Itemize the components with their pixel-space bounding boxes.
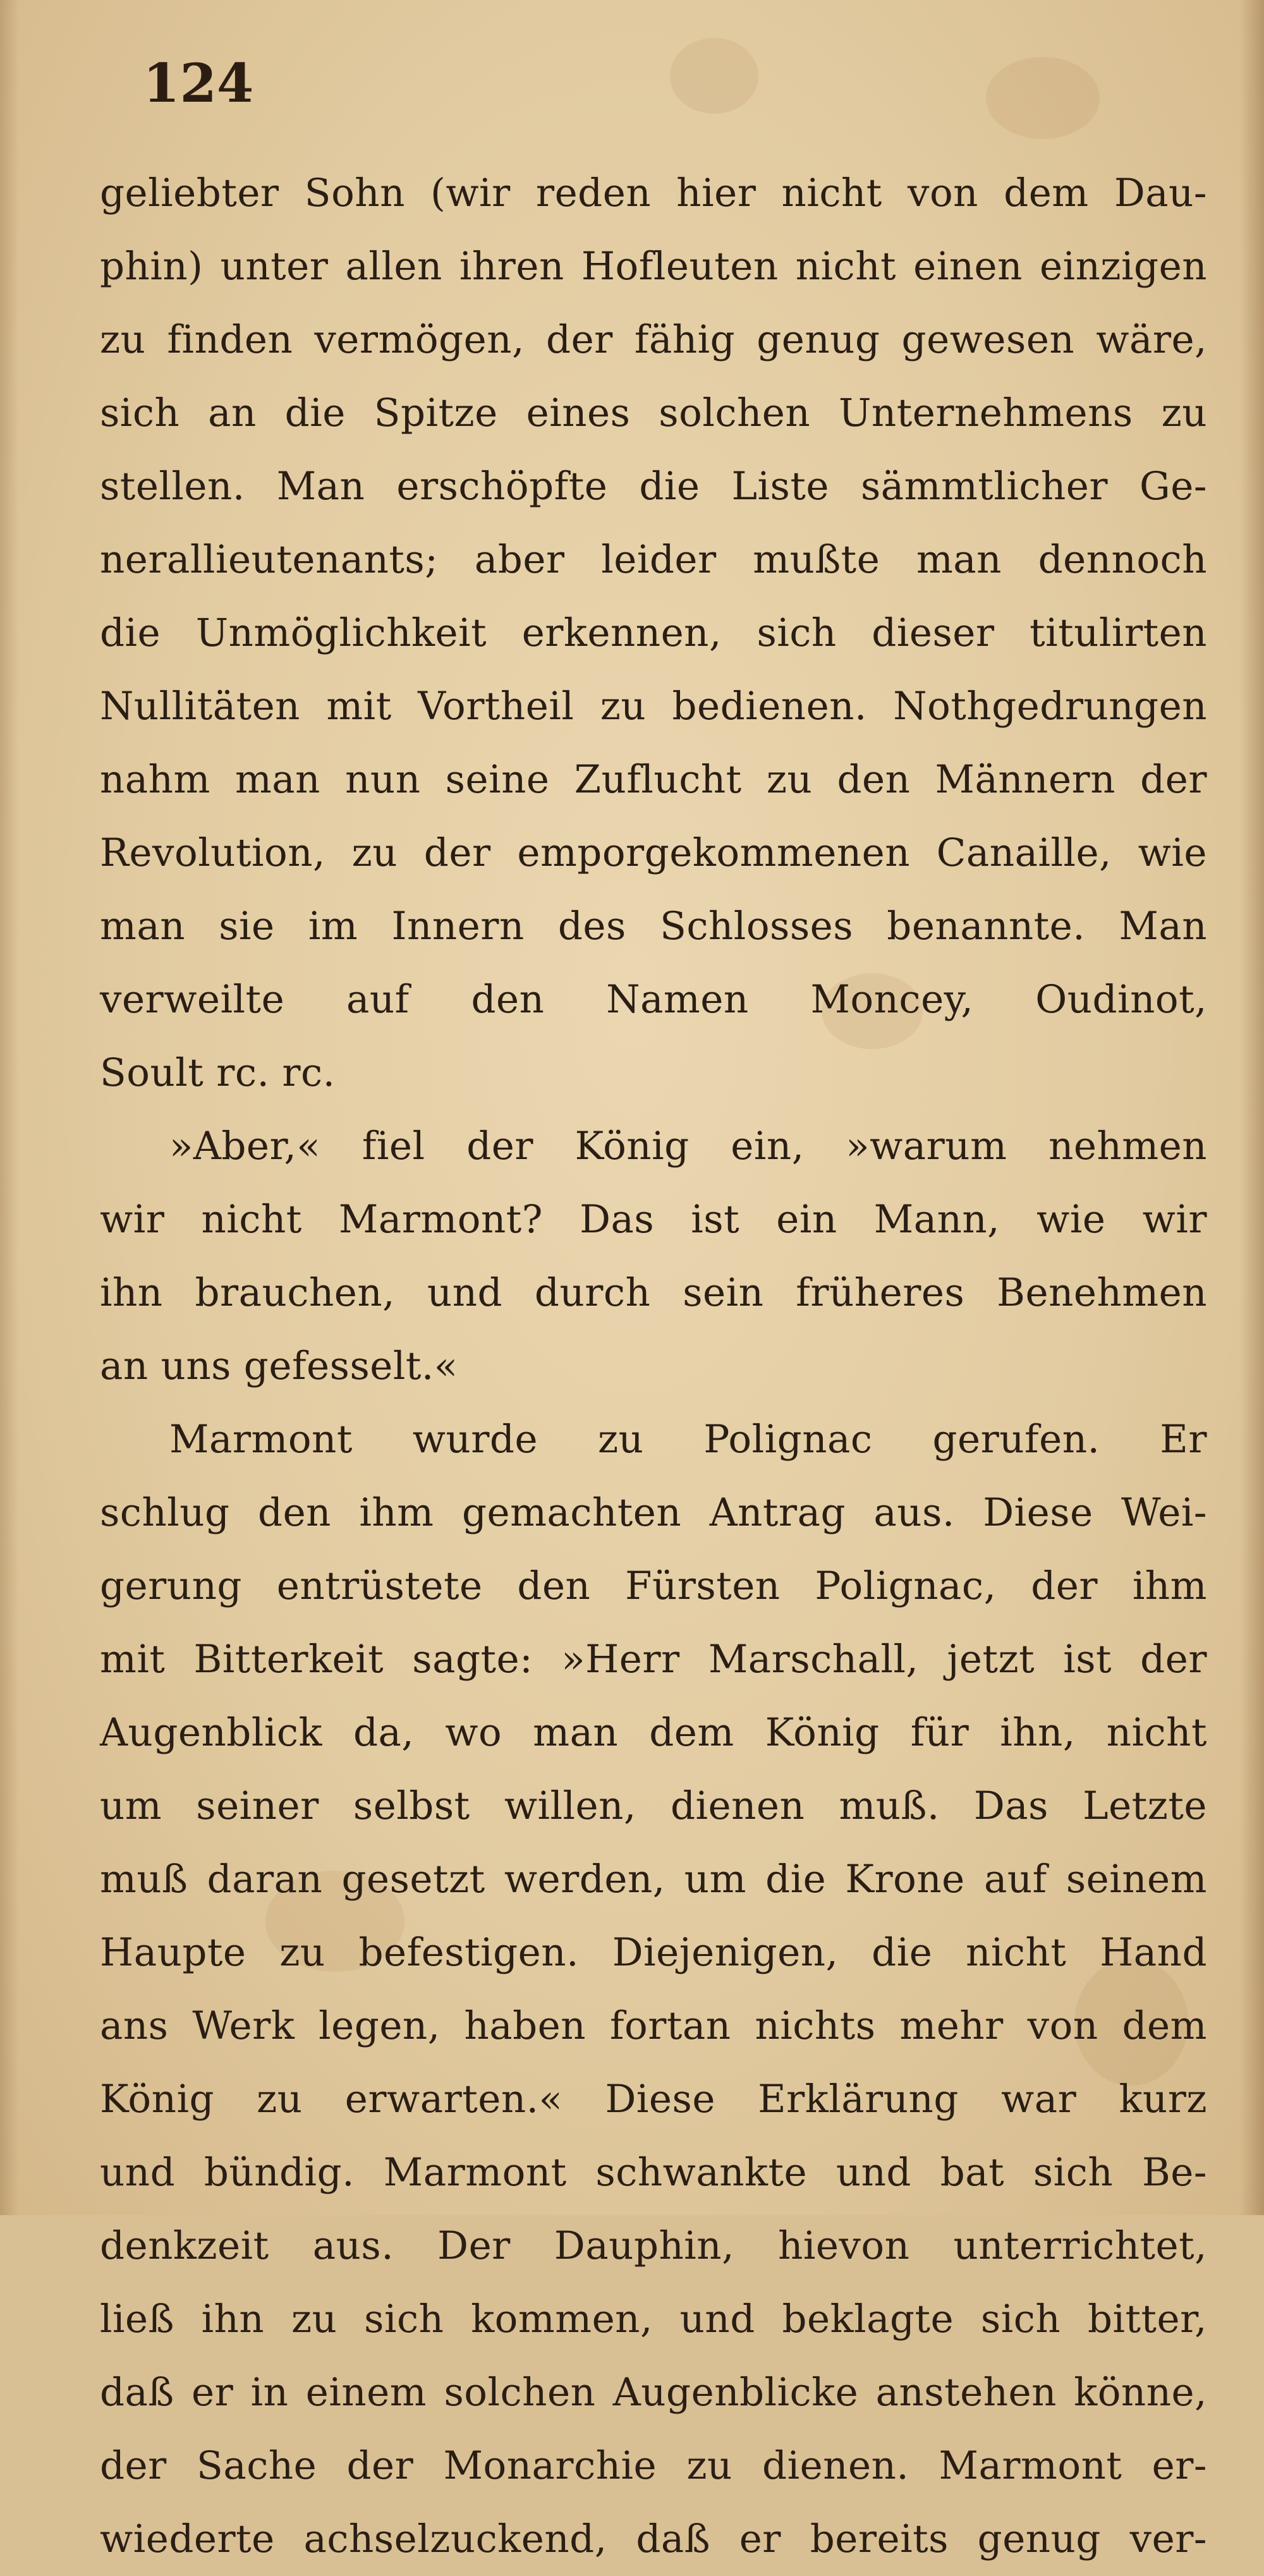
- text-line: muß daran gesetzt werden, um die Krone auf seinem: [100, 1857, 1207, 1902]
- text-line: Revolution, zu der emporgekommenen Canaille, wie: [100, 830, 1207, 875]
- page-left-shadow: [0, 0, 19, 2215]
- page-number: 124: [143, 52, 254, 114]
- text-line: man sie im Innern des Schlosses benannte. Man: [100, 904, 1207, 949]
- text-line: und bündig. Marmont schwankte und bat sich Be-: [100, 2150, 1207, 2195]
- text-line: die Unmöglichkeit erkennen, sich dieser titulirten: [100, 611, 1207, 655]
- text-line: an uns gefesselt.«: [100, 1344, 458, 1388]
- text-line: der Sache der Monarchie zu dienen. Marmont er-: [100, 2443, 1207, 2488]
- text-line: schlug den ihm gemachten Antrag aus. Diese Wei-: [100, 1490, 1207, 1535]
- body-text: [100, 157, 1207, 2576]
- text-line: sich an die Spitze eines solchen Unternehmens zu: [100, 391, 1207, 435]
- text-line: nahm man nun seine Zuflucht zu den Männern der: [100, 757, 1207, 802]
- paper-stain: [986, 57, 1100, 139]
- text-line: geliebter Sohn (wir reden hier nicht von dem Dau-: [100, 171, 1207, 216]
- text-line: Nullitäten mit Vortheil zu bedienen. Nothgedrungen: [100, 684, 1207, 729]
- text-line: »Aber,« fiel der König ein, »warum nehmen: [169, 1124, 1207, 1169]
- text-line: Haupte zu befestigen. Diejenigen, die nicht Hand: [100, 1930, 1207, 1975]
- text-line: daß er in einem solchen Augenblicke anstehen könne,: [100, 2370, 1207, 2415]
- text-line: Augenblick da, wo man dem König für ihn, nicht: [100, 1710, 1207, 1755]
- text-line: mit Bitterkeit sagte: »Herr Marschall, jetzt ist der: [100, 1637, 1207, 1682]
- text-line: um seiner selbst willen, dienen muß. Das Letzte: [100, 1783, 1207, 1828]
- text-line: Soult rc. rc.: [100, 1050, 336, 1095]
- text-line: denkzeit aus. Der Dauphin, hievon unterrichtet,: [100, 2223, 1207, 2268]
- text-line: wir nicht Marmont? Das ist ein Mann, wie wir: [100, 1197, 1207, 1242]
- text-line: gerung entrüstete den Fürsten Polignac, der ihm: [100, 1564, 1207, 1608]
- text-line: ans Werk legen, haben fortan nichts mehr von dem: [100, 2003, 1207, 2048]
- text-line: verweilte auf den Namen Moncey, Oudinot,: [100, 977, 1207, 1022]
- text-line: zu finden vermögen, der fähig genug gewesen wäre,: [100, 317, 1207, 362]
- text-line: ihn brauchen, und durch sein früheres Benehmen: [100, 1270, 1207, 1315]
- text-line: Marmont wurde zu Polignac gerufen. Er: [169, 1417, 1207, 1462]
- text-line: nerallieutenants; aber leider mußte man dennoch: [100, 537, 1207, 582]
- text-line: wiederte achselzuckend, daß er bereits genug ver-: [100, 2517, 1207, 2561]
- page-spine-shadow: [1240, 0, 1264, 2215]
- paper-stain: [670, 38, 758, 114]
- text-line: ließ ihn zu sich kommen, und beklagte sich bitter,: [100, 2297, 1207, 2342]
- text-line: König zu erwarten.« Diese Erklärung war kurz: [100, 2077, 1207, 2122]
- text-line: phin) unter allen ihren Hofleuten nicht einen einzigen: [100, 244, 1207, 289]
- text-line: stellen. Man erschöpfte die Liste sämmtlicher Ge-: [100, 464, 1207, 509]
